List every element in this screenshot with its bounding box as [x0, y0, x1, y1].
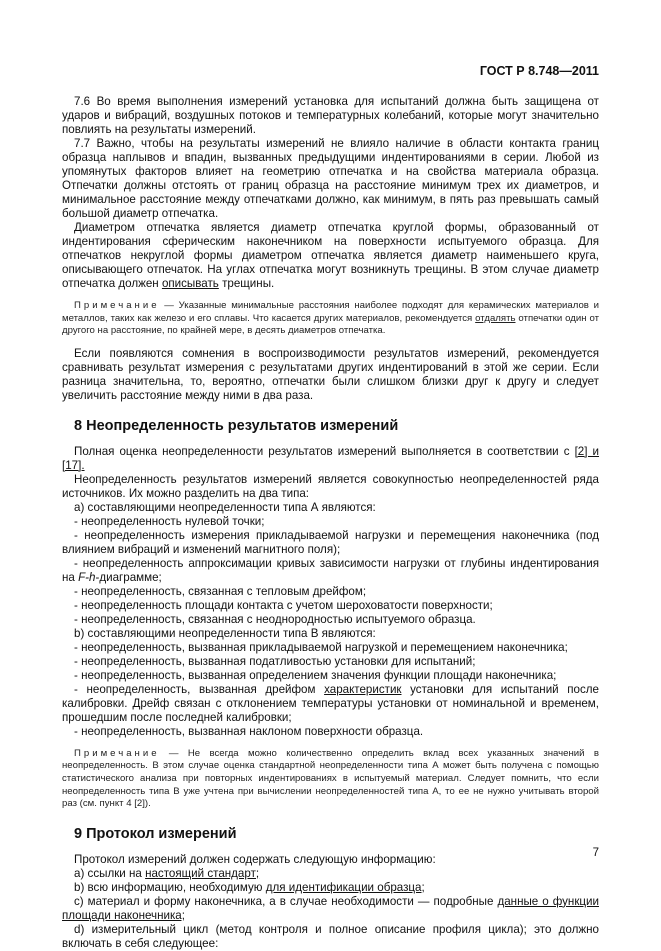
paragraph	[62, 895, 599, 923]
text-segment: F-h	[78, 570, 96, 584]
paragraph	[62, 221, 599, 291]
text-segment: 7.6 Во время выполнения измерений установка для испытаний должна быть защищена от ударов и вибраций, воздушных потоков и температурных колебаний, которые могут значительно повлиять на результаты измерений.	[62, 95, 599, 136]
text-segment: a) составляющими неопределенности типа А являются:	[74, 500, 376, 514]
text-segment: b) составляющими неопределенности типа В являются:	[74, 626, 376, 640]
text-segment: Если появляются сомнения в воспроизводимости результатов измерений, рекомендуется сравнивать результат измерения с результатами других индентирований в этой же серии. Если разница значительна, то, вероятно, отпечатки были слишком близки друг к другу и следует увеличить расстояние между ними в два раза.	[62, 346, 599, 402]
paragraph	[62, 683, 599, 725]
text-segment: 9 Протокол измерений	[74, 825, 237, 842]
text-segment: - неопределенность, связанная с тепловым дрейфом;	[74, 584, 367, 598]
text-segment: - неопределенность площади контакта с учетом шероховатости поверхности;	[74, 598, 493, 612]
text-segment: a) ссылки на	[74, 866, 146, 880]
text-segment: -диаграмме;	[95, 570, 162, 584]
paragraph	[62, 557, 599, 585]
paragraph	[62, 613, 599, 627]
paragraph	[62, 881, 599, 895]
paragraph	[62, 445, 599, 473]
paragraph	[62, 585, 599, 599]
paragraph	[62, 641, 599, 655]
text-segment: - неопределенность, связанная с неоднородностью испытуемого образца.	[74, 612, 476, 626]
paragraph	[62, 599, 599, 613]
paragraph	[62, 867, 599, 881]
paragraph	[62, 95, 599, 137]
text-segment: — Указанные минимальные расстояния наиболее подходят для керамических материалов и металлов, таких как железо и его сплавы. Что касается других материалов, рекомендуется	[62, 300, 599, 324]
underlined-text: отдалять	[475, 312, 516, 324]
paragraph	[62, 725, 599, 739]
text-segment: - неопределенность, вызванная определением значения функции площади наконечника;	[74, 668, 557, 682]
text-segment: отпечатки один от другого на расстояние, по крайней мере, в десять диаметров отпечатка.	[62, 312, 599, 337]
text-segment: b) всю информацию, необходимую	[74, 880, 266, 894]
underlined-text: описывать	[161, 277, 219, 290]
section-heading	[74, 826, 599, 842]
text-segment: d) измерительный цикл (метод контроля и полное описание профиля цикла); это должно включать в себя следующее:	[62, 922, 599, 950]
paragraph	[62, 923, 599, 951]
paragraph	[62, 627, 599, 641]
paragraph	[62, 853, 599, 867]
underlined-text: настоящий стандарт;	[145, 866, 260, 880]
text-segment: Неопределенность результатов измерений является совокупностью неопределенностей ряда источников. Их можно разделить на два типа:	[62, 472, 599, 500]
text-segment: 8 Неопределенность результатов измерений	[74, 417, 399, 434]
text-segment: - неопределенность, вызванная податливостью установки для испытаний;	[74, 654, 476, 668]
paragraph	[62, 515, 599, 529]
note	[62, 748, 599, 811]
text-segment: трещины.	[218, 277, 275, 290]
underlined-text: для идентификации образца	[265, 880, 422, 894]
text-segment: - неопределенность аппроксимации кривых зависимости нагрузки от глубины индентирования на	[62, 556, 599, 584]
underlined-text: данные о функции площади наконечника;	[62, 894, 599, 922]
page-number: 7	[592, 847, 599, 859]
note-label: Примечание	[74, 300, 160, 311]
text-segment: - неопределенность, вызванная прикладываемой нагрузкой и перемещением наконечника;	[74, 640, 568, 654]
text-segment: - неопределенность измерения прикладываемой нагрузки и перемещения наконечника (под влиянием вибраций и изменений магнитного поля);	[62, 528, 599, 556]
text-segment: - неопределенность, вызванная наклоном поверхности образца.	[74, 724, 424, 738]
underlined-text: [2] и [17].	[62, 444, 600, 472]
paragraph	[62, 655, 599, 669]
underlined-text: характеристик	[324, 682, 402, 696]
paragraph	[62, 501, 599, 515]
paragraph	[62, 347, 599, 403]
text-segment: установки для испытаний после калибровки. Дрейф связан с отклонением температуры установки от номинальной и временем, прошедшим после последней калибровки;	[62, 682, 599, 724]
paragraph	[62, 529, 599, 557]
text-segment: - неопределенность, вызванная дрейфом	[74, 682, 325, 696]
text-segment: ;	[421, 880, 425, 894]
text-segment: - неопределенность нулевой точки;	[74, 514, 265, 528]
text-segment: Протокол измерений должен содержать следующую информацию:	[74, 852, 436, 866]
note-label: Примечание	[74, 747, 160, 759]
section-heading	[74, 418, 599, 434]
document-body	[62, 95, 599, 951]
paragraph	[62, 669, 599, 683]
paragraph	[62, 473, 599, 501]
text-segment: Диаметром отпечатка является диаметр отпечатка круглой формы, образованный от индентирования сферическим наконечником на поверхности испытуемого образца. Для отпечатков некруглой формы диаметром отпечатка является диаметр наименьшего круга, описывающего отпечаток. На углах отпечатка могут возникнуть трещины. В этом случае диаметр отпечатка должен	[62, 221, 599, 290]
text-segment: Полная оценка неопределенности результатов измерений выполняется в соответствии с	[74, 444, 575, 458]
text-segment: — Не всегда можно количественно определить вклад всех указанных значений в неопределенность. В этом случае оценка стандартной неопределенности типа А может быть получена с помощью статистического анализа при повторных индентированиях в испытуемый материал. Следует помнить, что если неопределенность типа В уже учтена при вычислении неопределенностей типа А, то ее не нужно учитывать второй раз (см. пункт 4 [2]).	[62, 747, 599, 810]
document-header: ГОСТ Р 8.748—2011	[479, 64, 599, 78]
text-segment: 7.7 Важно, чтобы на результаты измерений не влияло наличие в области контакта границ образца наплывов и впадин, вызванных предыдущими индентированиями в серии. Любой из упомянутых факторов влияет на геометрию отпечатка и на свойства материала образца. Отпечатки должны отстоять от границ образца на расстояние минимум трех их диаметров, и минимальное расстояние между отпечатками должно, как минимум, в пять раз превышать самый большой диаметр отпечатка.	[62, 137, 599, 220]
note	[62, 300, 599, 338]
paragraph	[62, 137, 599, 221]
text-segment: c) материал и форму наконечника, а в случае необходимости — подробные	[74, 894, 498, 908]
